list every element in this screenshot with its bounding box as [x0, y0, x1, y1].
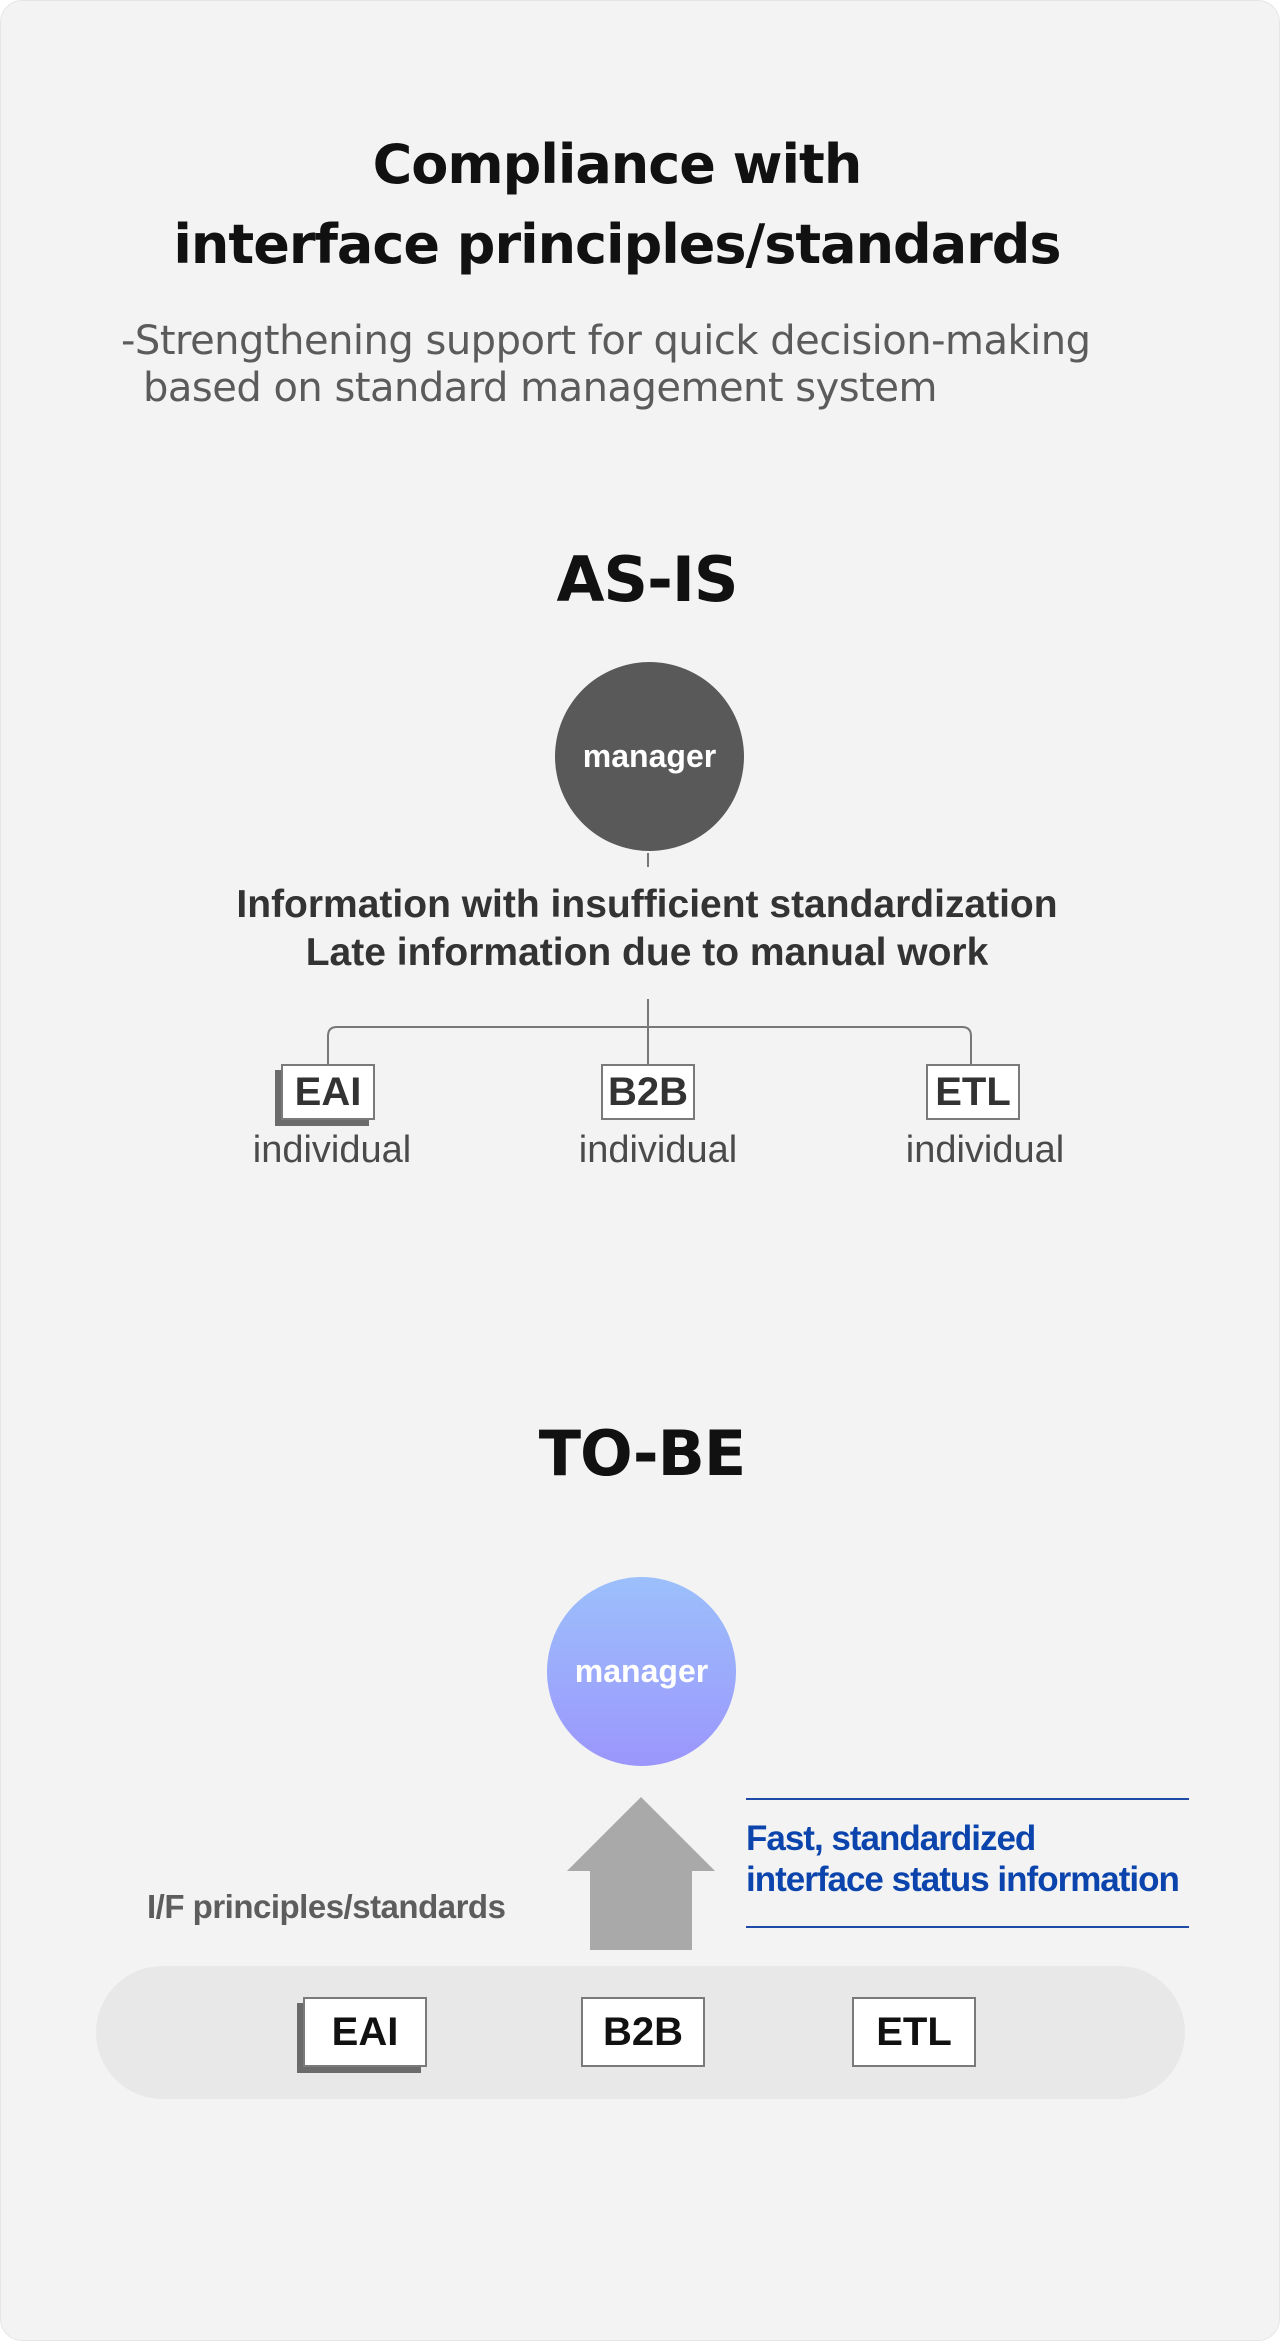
- as-is-problem-line-2: Late information due to manual work: [305, 931, 989, 974]
- as-is-etl-box: ETL: [926, 1064, 1020, 1120]
- status-info-line-1: Fast, standardized: [746, 1819, 1036, 1858]
- as-is-title: AS-IS: [556, 543, 738, 616]
- as-is-eai-label: individual: [252, 1129, 412, 1171]
- to-be-b2b-box: B2B: [581, 1997, 705, 2067]
- as-is-etl-label: individual: [905, 1129, 1065, 1171]
- to-be-eai-box: EAI: [303, 1997, 427, 2067]
- title-line-1: Compliance with: [372, 133, 862, 196]
- as-is-tree-connector: [1, 1, 1280, 1201]
- title-line-2: interface principles/standards: [173, 213, 1061, 276]
- to-be-title: TO-BE: [538, 1417, 746, 1490]
- subtitle-line-1: -Strengthening support for quick decision-making: [121, 318, 1091, 364]
- to-be-manager-label: manager: [574, 1653, 709, 1689]
- to-be-etl-box: ETL: [852, 1997, 976, 2067]
- as-is-b2b-box: B2B: [601, 1064, 695, 1120]
- as-is-b2b-label: individual: [578, 1129, 738, 1171]
- status-info-callout: [746, 1798, 1189, 1928]
- subtitle-line-2: based on standard management system: [143, 365, 937, 411]
- principles-label: I/F principles/standards: [147, 1888, 506, 1925]
- up-arrow-icon: [561, 1791, 721, 1951]
- to-be-manager-node: [547, 1577, 736, 1766]
- status-info-line-2: interface status information: [746, 1860, 1179, 1899]
- as-is-eai-box: EAI: [281, 1064, 375, 1120]
- as-is-manager-label: manager: [582, 738, 717, 774]
- as-is-tree-branch: [328, 1027, 971, 1064]
- as-is-problem-line-1: Information with insufficient standardization: [236, 883, 1058, 926]
